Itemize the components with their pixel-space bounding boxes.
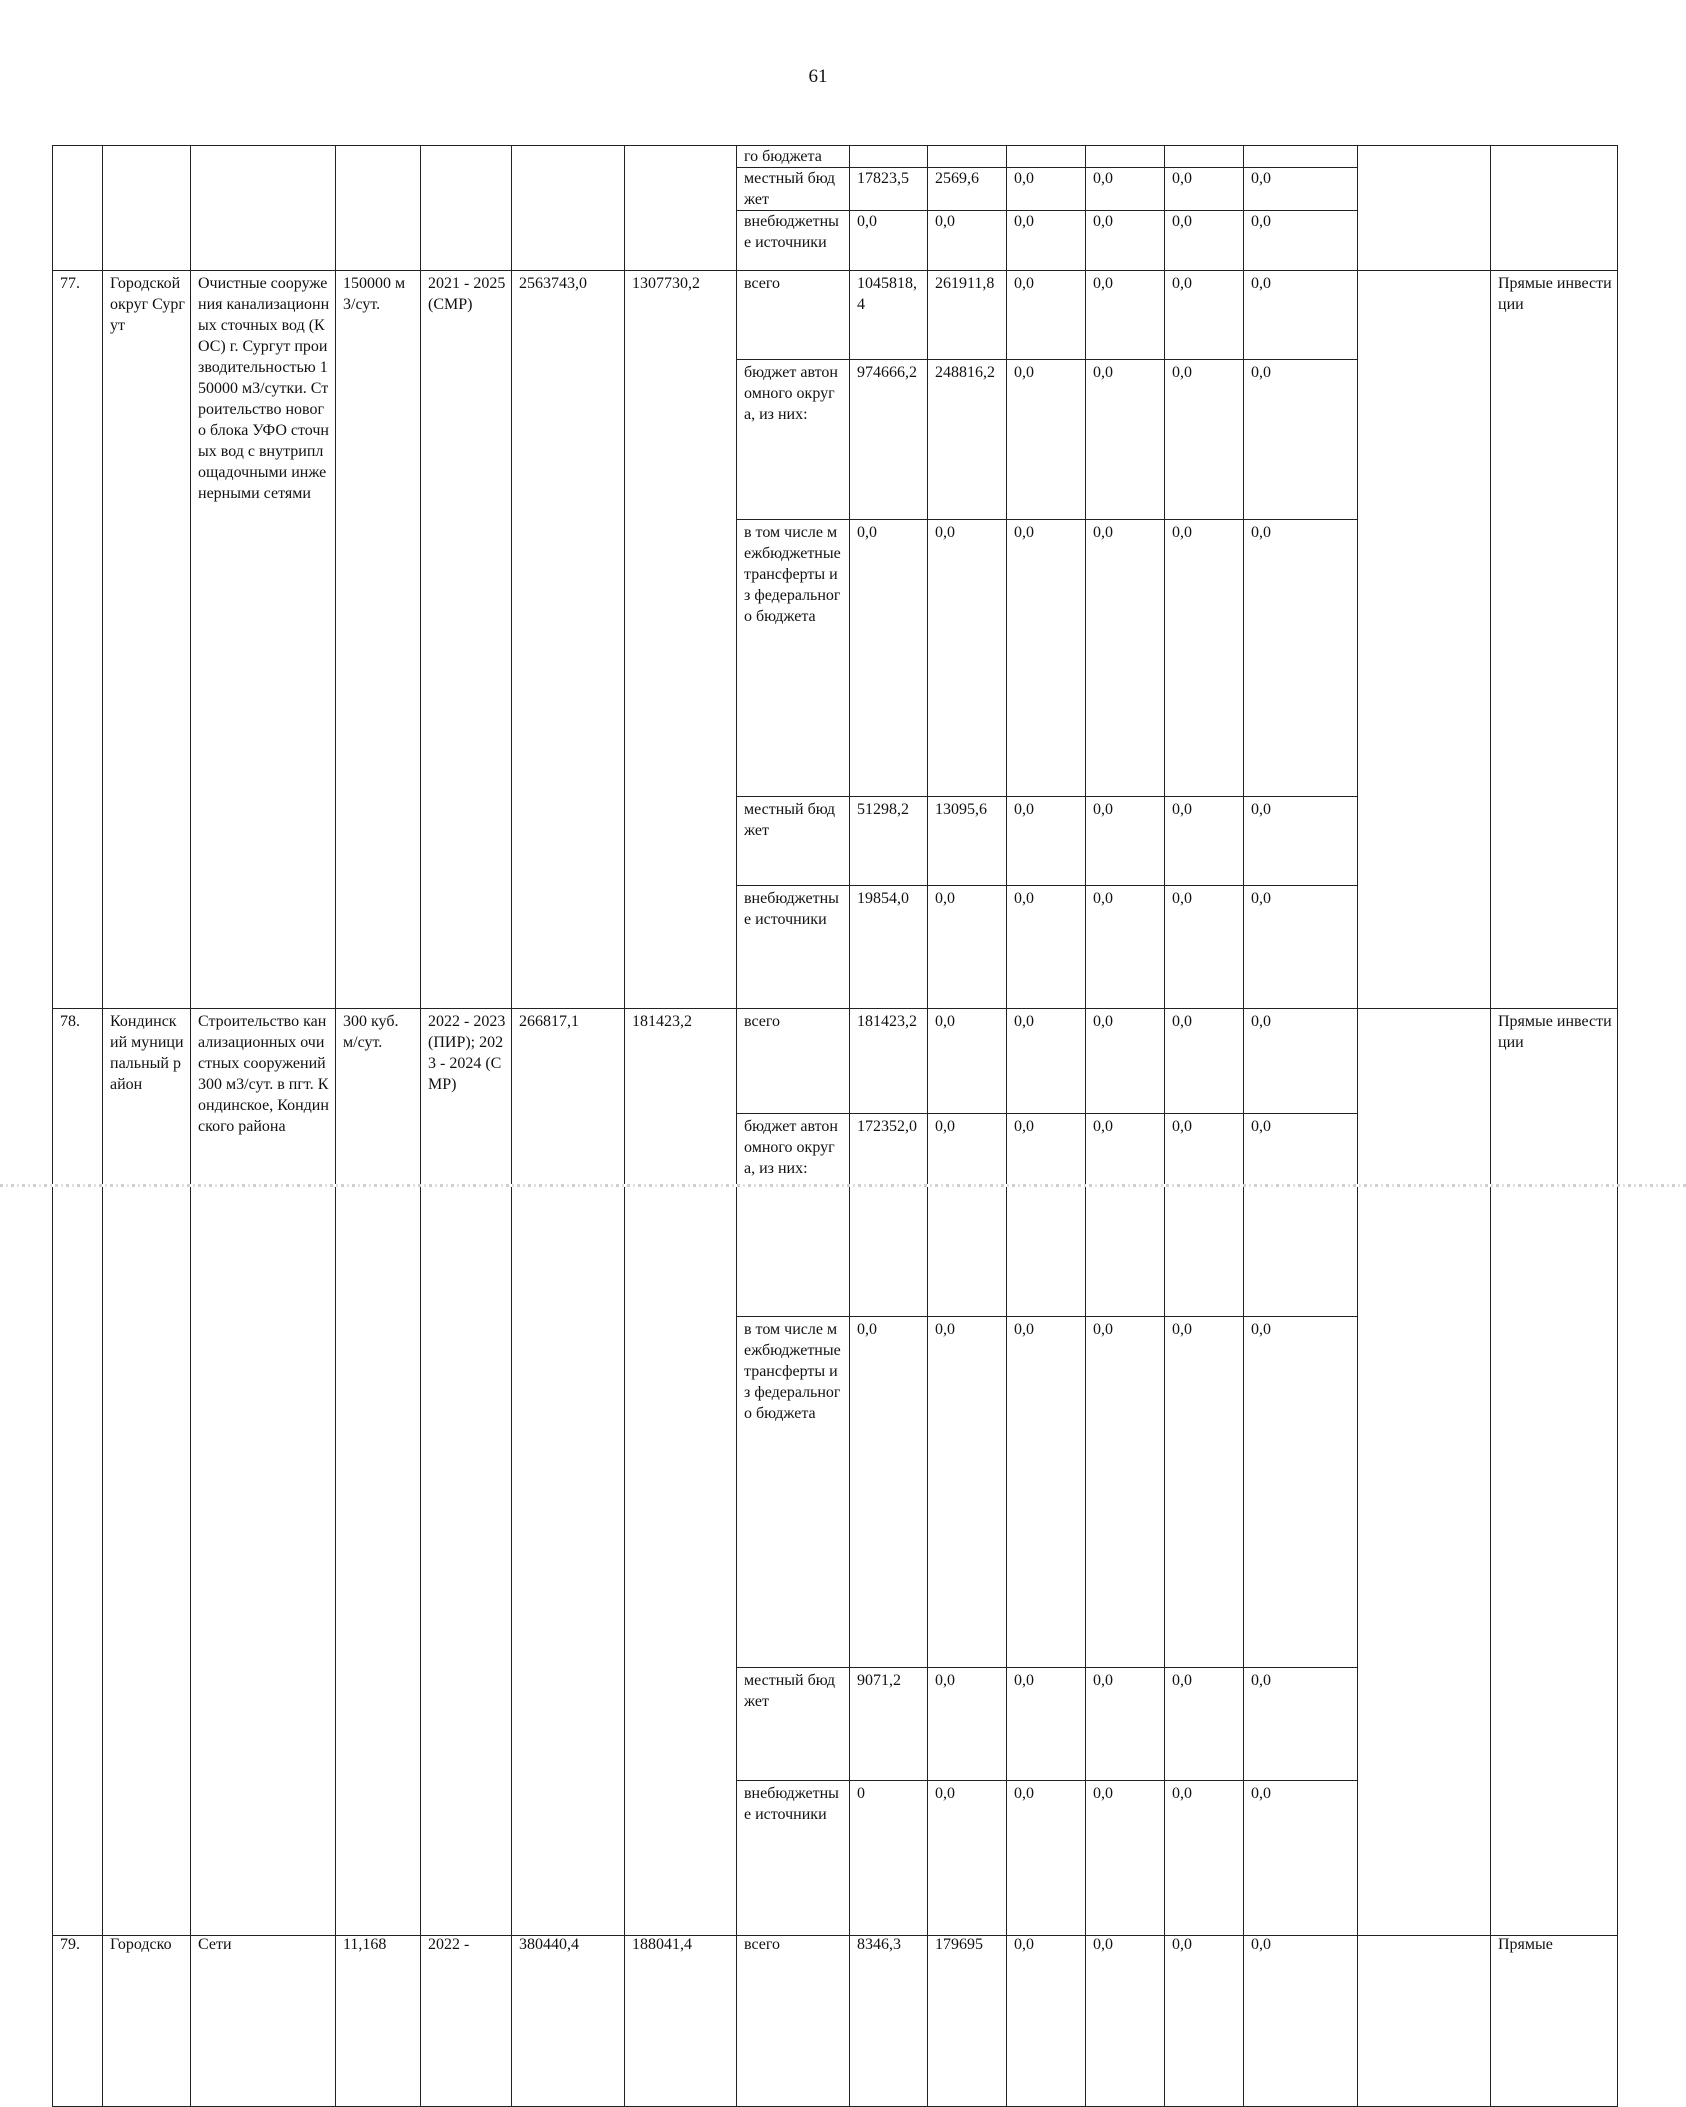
cell-value: 19854,0 xyxy=(850,886,928,1009)
cell-value: 0,0 xyxy=(1165,271,1244,360)
cell-value: 0,0 xyxy=(928,886,1007,1009)
cell-source: всего xyxy=(737,271,850,360)
cell-value: 0,0 xyxy=(1086,1667,1165,1780)
cell-value: 0,0 xyxy=(928,1667,1007,1780)
cell-value: 0,0 xyxy=(1244,886,1358,1009)
cell-cost: 266817,1 xyxy=(512,1009,625,1936)
cell-value: 974666,2 xyxy=(850,360,928,520)
cell-value: 248816,2 xyxy=(928,360,1007,520)
cell-value: 0,0 xyxy=(1165,797,1244,886)
cell-value: 0,0 xyxy=(850,211,928,271)
cell-remaining xyxy=(625,146,737,271)
cell-remaining: 181423,2 xyxy=(625,1009,737,1936)
cell-value: 0,0 xyxy=(1007,271,1086,360)
cell-value: 0,0 xyxy=(850,520,928,797)
cell-value: 0,0 xyxy=(1165,1936,1244,2107)
cell-value: 0,0 xyxy=(1007,360,1086,520)
cell-value: 0,0 xyxy=(1007,168,1086,211)
page-number: 61 xyxy=(808,66,828,87)
cell-value: 0,0 xyxy=(1165,168,1244,211)
cell-value xyxy=(1086,146,1165,168)
cell-source: всего xyxy=(737,1009,850,1114)
cell-period: 2022 - 2023 (ПИР); 2023 - 2024 (СМР) xyxy=(421,1009,512,1936)
cell-value: 0,0 xyxy=(1007,1780,1086,1935)
cell-value: 0,0 xyxy=(1086,1780,1165,1935)
cell-form: Прямые xyxy=(1491,1936,1618,2107)
cell-source: бюджет автономного округа, из них: xyxy=(737,360,850,520)
cell-source: местный бюджет xyxy=(737,1667,850,1780)
cell-value: 0,0 xyxy=(1086,1114,1165,1317)
cell-value: 0,0 xyxy=(1165,1009,1244,1114)
cell-form: Прямые инвестиции xyxy=(1491,1009,1618,1936)
cell-period: 2021 - 2025 (СМР) xyxy=(421,271,512,1009)
cell-remaining: 1307730,2 xyxy=(625,271,737,1009)
cell-value: 0,0 xyxy=(1244,1936,1358,2107)
cell-municipality xyxy=(103,146,191,271)
cell-capacity: 150000 м3/сут. xyxy=(336,271,421,1009)
cell-capacity xyxy=(336,146,421,271)
cell-value: 0,0 xyxy=(1244,1009,1358,1114)
cell-value: 0,0 xyxy=(1086,520,1165,797)
cell-capacity: 300 куб. м/сут. xyxy=(336,1009,421,1936)
cell-value: 51298,2 xyxy=(850,797,928,886)
cell-value: 0,0 xyxy=(1244,360,1358,520)
cell-source: в том числе межбюджетные трансферты из федерального бюджета xyxy=(737,1317,850,1668)
table-body xyxy=(53,146,1618,2107)
cell-value: 8346,3 xyxy=(850,1936,928,2107)
cell-value: 172352,0 xyxy=(850,1114,928,1317)
cell-value: 0,0 xyxy=(1086,211,1165,271)
cell-value: 0,0 xyxy=(928,1780,1007,1935)
cell-spacer xyxy=(1358,1009,1491,1936)
cell-value: 0,0 xyxy=(928,520,1007,797)
cell-source: всего xyxy=(737,1936,850,2107)
cell-value: 0,0 xyxy=(1086,168,1165,211)
table-row xyxy=(53,1009,1618,1114)
cell-source: внебюджетные источники xyxy=(737,886,850,1009)
cell-value: 0,0 xyxy=(1244,520,1358,797)
cell-value: 9071,2 xyxy=(850,1667,928,1780)
cell-remaining: 188041,4 xyxy=(625,1936,737,2107)
table-row xyxy=(53,146,1618,168)
cell-value: 0,0 xyxy=(1007,1667,1086,1780)
cell-value: 0,0 xyxy=(1007,1114,1086,1317)
scan-artifact xyxy=(0,1184,1686,1187)
cell-period: 2022 - xyxy=(421,1936,512,2107)
table-row xyxy=(53,271,1618,360)
cell-period xyxy=(421,146,512,271)
cell-value: 0,0 xyxy=(1244,271,1358,360)
cell-num: 79. xyxy=(53,1936,103,2107)
cell-capacity: 11,168 xyxy=(336,1936,421,2107)
cell-value: 0,0 xyxy=(1165,886,1244,1009)
cell-object xyxy=(191,146,336,271)
cell-value: 0,0 xyxy=(928,211,1007,271)
cell-value: 0,0 xyxy=(1007,1317,1086,1668)
cell-value: 0,0 xyxy=(1244,797,1358,886)
cell-value: 0,0 xyxy=(1007,1936,1086,2107)
cell-cost xyxy=(512,146,625,271)
cell-value: 0,0 xyxy=(1086,1936,1165,2107)
cell-municipality: Городской округ Сургут xyxy=(103,271,191,1009)
cell-value xyxy=(1244,146,1358,168)
cell-value: 0,0 xyxy=(1007,1009,1086,1114)
cell-value: 0,0 xyxy=(1244,1780,1358,1935)
cell-value: 0,0 xyxy=(1165,360,1244,520)
cell-num: 77. xyxy=(53,271,103,1009)
investment-table xyxy=(52,145,1618,2107)
cell-value: 0,0 xyxy=(1007,886,1086,1009)
cell-cost: 380440,4 xyxy=(512,1936,625,2107)
cell-value xyxy=(1007,146,1086,168)
cell-source: местный бюджет xyxy=(737,168,850,211)
cell-value: 0,0 xyxy=(1165,1317,1244,1668)
cell-value: 0,0 xyxy=(1007,520,1086,797)
cell-value: 0,0 xyxy=(1165,1114,1244,1317)
cell-object: Строительство канализационных очистных сооружений 300 м3/сут. в пгт. Кондинское, Кондинского района xyxy=(191,1009,336,1936)
cell-object: Сети xyxy=(191,1936,336,2107)
cell-value: 0,0 xyxy=(928,1317,1007,1668)
cell-value: 0,0 xyxy=(1165,211,1244,271)
cell-municipality: Городско xyxy=(103,1936,191,2107)
cell-value: 0,0 xyxy=(1086,360,1165,520)
cell-value: 0,0 xyxy=(1244,168,1358,211)
cell-source: бюджет автономного округа, из них: xyxy=(737,1114,850,1317)
cell-source: местный бюджет xyxy=(737,797,850,886)
cell-value: 0,0 xyxy=(928,1114,1007,1317)
cell-value: 179695 xyxy=(928,1936,1007,2107)
cell-value: 261911,8 xyxy=(928,271,1007,360)
cell-value: 0,0 xyxy=(1007,797,1086,886)
cell-value xyxy=(928,146,1007,168)
cell-num: 78. xyxy=(53,1009,103,1936)
cell-value: 13095,6 xyxy=(928,797,1007,886)
cell-source: внебюджетные источники xyxy=(737,1780,850,1935)
cell-value: 0,0 xyxy=(1244,1667,1358,1780)
cell-municipality: Кондинский муниципальный район xyxy=(103,1009,191,1936)
cell-value: 0,0 xyxy=(1165,1667,1244,1780)
cell-value: 0,0 xyxy=(1165,520,1244,797)
cell-value: 181423,2 xyxy=(850,1009,928,1114)
cell-value: 0,0 xyxy=(1086,271,1165,360)
cell-spacer xyxy=(1358,146,1491,271)
cell-object: Очистные сооружения канализационных сточных вод (КОС) г. Сургут производительностью 150000 м3/сутки. Строительство нового блока УФО сточных вод с внутриплощадочными инженерными сетями xyxy=(191,271,336,1009)
cell-value: 17823,5 xyxy=(850,168,928,211)
cell-source: го бюджета xyxy=(737,146,850,168)
cell-value: 0,0 xyxy=(1244,211,1358,271)
cell-source: внебюджетные источники xyxy=(737,211,850,271)
cell-value: 0,0 xyxy=(1165,1780,1244,1935)
cell-form xyxy=(1491,146,1618,271)
cell-value: 0 xyxy=(850,1780,928,1935)
cell-value: 0,0 xyxy=(1244,1114,1358,1317)
cell-value: 0,0 xyxy=(1007,211,1086,271)
cell-num xyxy=(53,146,103,271)
cell-value: 2569,6 xyxy=(928,168,1007,211)
cell-value: 0,0 xyxy=(850,1317,928,1668)
cell-value: 0,0 xyxy=(1244,1317,1358,1668)
cell-cost: 2563743,0 xyxy=(512,271,625,1009)
cell-value xyxy=(850,146,928,168)
cell-value: 0,0 xyxy=(1086,1317,1165,1668)
cell-source: в том числе межбюджетные трансферты из федерального бюджета xyxy=(737,520,850,797)
cell-value: 0,0 xyxy=(1086,797,1165,886)
table-row xyxy=(53,1936,1618,2107)
cell-form: Прямые инвестиции xyxy=(1491,271,1618,1009)
cell-value: 0,0 xyxy=(1086,1009,1165,1114)
cell-spacer xyxy=(1358,1936,1491,2107)
cell-value: 0,0 xyxy=(928,1009,1007,1114)
cell-value: 0,0 xyxy=(1086,886,1165,1009)
cell-spacer xyxy=(1358,271,1491,1009)
cell-value: 1045818,4 xyxy=(850,271,928,360)
cell-value xyxy=(1165,146,1244,168)
